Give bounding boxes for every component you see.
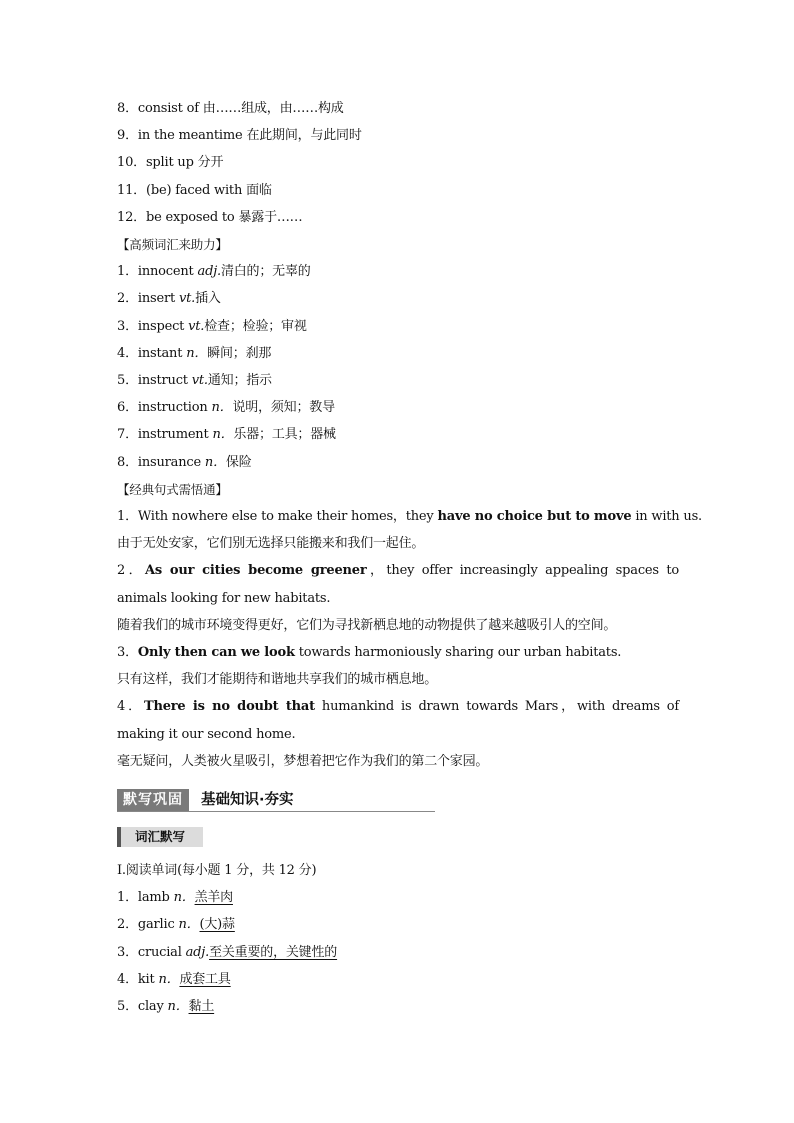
subsection-label: 词汇默写 (117, 827, 203, 847)
banner-tag: 默写巩固 (117, 789, 189, 811)
subsection-heading (117, 825, 679, 851)
answer-text: 至关重要的，关键性的 (209, 944, 338, 960)
sentence-en: 3．Only then can we look towards harmoniously sharing our urban habitats. (117, 645, 622, 661)
sentence-zh: 随着我们的城市环境变得更好，它们为寻找新栖息地的动物提供了越来越吸引人的空间。 (117, 617, 617, 633)
sentence-en: 4．There is no doubt that humankind is drawn towards Mars，with dreams of making it our second home. (117, 699, 680, 742)
sentence-heading: 【经典句式需悟通】 (117, 481, 228, 497)
sentence-zh: 由于无处安家，它们别无选择只能搬来和我们一起住。 (117, 536, 425, 552)
answer-list (117, 884, 679, 1020)
vocab-heading: 【高频词汇来助力】 (117, 237, 228, 253)
answer-item: 5．clay n．黏土 (117, 999, 215, 1015)
sentence-en: 1．With nowhere else to make their homes，they have no choice but to move in with us. (117, 509, 702, 525)
phrase-item: 12．be exposed to 暴露于…… (117, 209, 303, 225)
answer-text: 黏土 (188, 999, 215, 1015)
answer-item: 3．crucial adj.至关重要的，关键性的 (117, 944, 338, 960)
phrase-item: 8．consist of 由……组成，由……构成 (117, 101, 344, 116)
answer-item: 1．lamb n．羔羊肉 (117, 890, 233, 906)
answer-item: 4．kit n．成套工具 (117, 971, 231, 987)
sentence-zh: 毫无疑问，人类被火星吸引，梦想着把它作为我们的第二个家园。 (117, 753, 489, 769)
document-page (117, 95, 702, 1020)
answer-text: 羔羊肉 (194, 890, 233, 906)
phrase-list (117, 95, 679, 231)
phrase-item: 11．(be) faced with 面临 (117, 182, 272, 198)
banner-rule (117, 811, 435, 812)
vocab-item: 1．innocent adj.清白的；无辜的 (117, 264, 311, 280)
answer-text: 成套工具 (179, 971, 231, 987)
sentence-list (117, 503, 702, 775)
vocab-item: 3．inspect vt.检查；检验；审视 (117, 318, 307, 334)
vocab-item: 8．insurance n．保险 (117, 454, 252, 470)
phrase-item: 10．split up 分开 (117, 155, 224, 171)
vocab-item: 6．instruction n．说明，须知；教导 (117, 400, 335, 416)
vocab-item: 4．instant n．瞬间；刹那 (117, 345, 272, 361)
exercise-heading: Ⅰ.阅读单词(每小题 1 分，共 12 分) (117, 863, 317, 879)
vocab-item: 2．insert vt.插入 (117, 291, 221, 307)
sentence-en: 2．As our cities become greener，they offer increasingly appealing spaces to animals looking for new habitats. (117, 563, 680, 606)
banner-title: 基础知识·夯实 (201, 792, 294, 809)
answer-text: (大)蒜 (199, 917, 235, 933)
sentence-zh: 只有这样，我们才能期待和谐地共享我们的城市栖息地。 (117, 672, 438, 688)
section-banner (117, 785, 679, 815)
vocab-item: 7．instrument n．乐器；工具；器械 (117, 427, 336, 443)
vocab-item: 5．instruct vt.通知；指示 (117, 373, 272, 389)
vocab-list (117, 258, 679, 476)
phrase-item: 9．in the meantime 在此期间，与此同时 (117, 128, 362, 144)
answer-item: 2．garlic n．(大)蒜 (117, 917, 235, 933)
